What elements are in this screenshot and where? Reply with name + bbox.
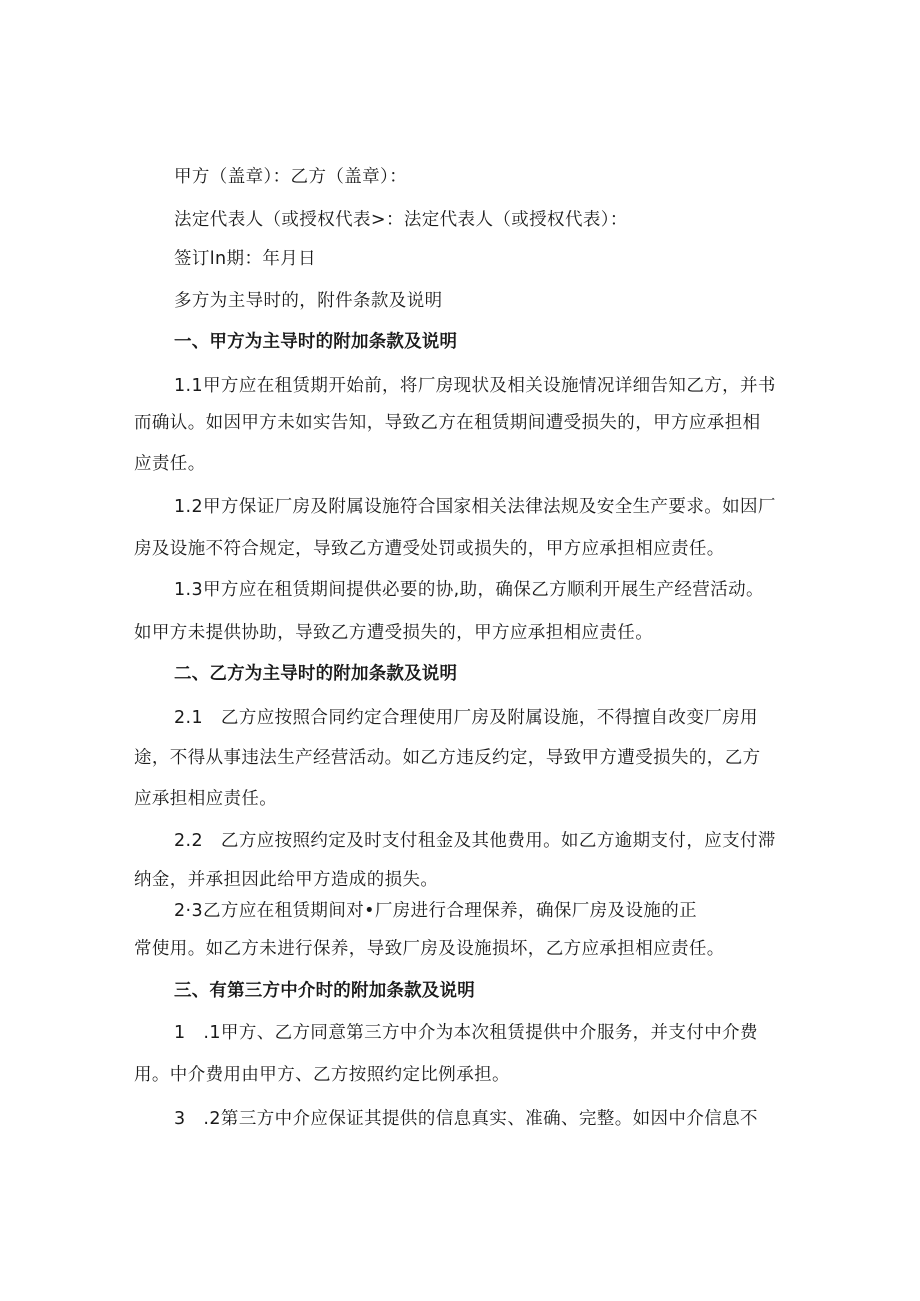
section-heading: 三、有第三方中介时的附加条款及说明 xyxy=(174,981,475,1001)
signature-party-line: 甲方（盖章）：乙方（盖章）： xyxy=(174,167,408,187)
paragraph-line: 2.1 乙方应按照合同约定合理使用厂房及附属设施，不得擅自改变厂房用 xyxy=(174,708,758,728)
paragraph-line: 用。中介费用由甲方、乙方按照约定比例承担。 xyxy=(134,1065,510,1085)
paragraph-line: 2.2 乙方应按照约定及时支付租金及其他费用。如乙方逾期支付，应支付滞 xyxy=(174,831,776,851)
paragraph-line: 应承担相应责任。 xyxy=(134,789,278,809)
paragraph-line: 常使用。如乙方未进行保养，导致厂房及设施损坏，乙方应承担相应责任。 xyxy=(134,939,725,959)
paragraph-line: 2·3乙方应在租赁期间对•厂房进行合理保养，确保厂房及设施的正 xyxy=(174,901,698,921)
paragraph-line: 途，不得从事违法生产经营活动。如乙方违反约定，导致甲方遭受损失的，乙方 xyxy=(134,748,761,768)
paragraph-line: 1.3甲方应在租赁期间提供必要的协,助，确保乙方顺利开展生产经营活动。 xyxy=(174,580,764,600)
paragraph-line: 应责任。 xyxy=(134,454,206,474)
paragraph-line: 而确认。如因甲方未如实告知，导致乙方在租赁期间遭受损失的，甲方应承担相 xyxy=(134,413,761,433)
signature-rep-line: 法定代表人（或授权代表>：法定代表人（或授权代表）： xyxy=(174,210,628,230)
paragraph-line: 1 .1甲方、乙方同意第三方中介为本次租赁提供中介服务，并支付中介费 xyxy=(174,1023,758,1043)
paragraph-line: 房及设施不符合规定，导致乙方遭受处罚或损失的，甲方应承担相应责任。 xyxy=(134,539,725,559)
paragraph-line: 如甲方未提供协助，导致乙方遭受损失的，甲方应承担相应责任。 xyxy=(134,623,654,643)
intro-line: 多方为主导时的，附件条款及说明 xyxy=(174,291,443,311)
signature-date-line: 签订ln期：年月日 xyxy=(174,249,317,269)
paragraph-line: 1.2甲方保证厂房及附属设施符合国家相关法律法规及安全生产要求。如因厂 xyxy=(174,497,776,517)
paragraph-line: 1.1甲方应在租赁期开始前，将厂房现状及相关设施情况详细告知乙方，并书 xyxy=(174,376,776,396)
section-heading: 二、乙方为主导时的附加条款及说明 xyxy=(174,664,458,684)
paragraph-line: 纳金，并承担因此给甲方造成的损失。 xyxy=(134,870,439,890)
section-heading: 一、甲方为主导时的附加条款及说明 xyxy=(174,332,458,352)
paragraph-line: 3 .2第三方中介应保证其提供的信息真实、准确、完整。如因中介信息不 xyxy=(174,1109,758,1129)
